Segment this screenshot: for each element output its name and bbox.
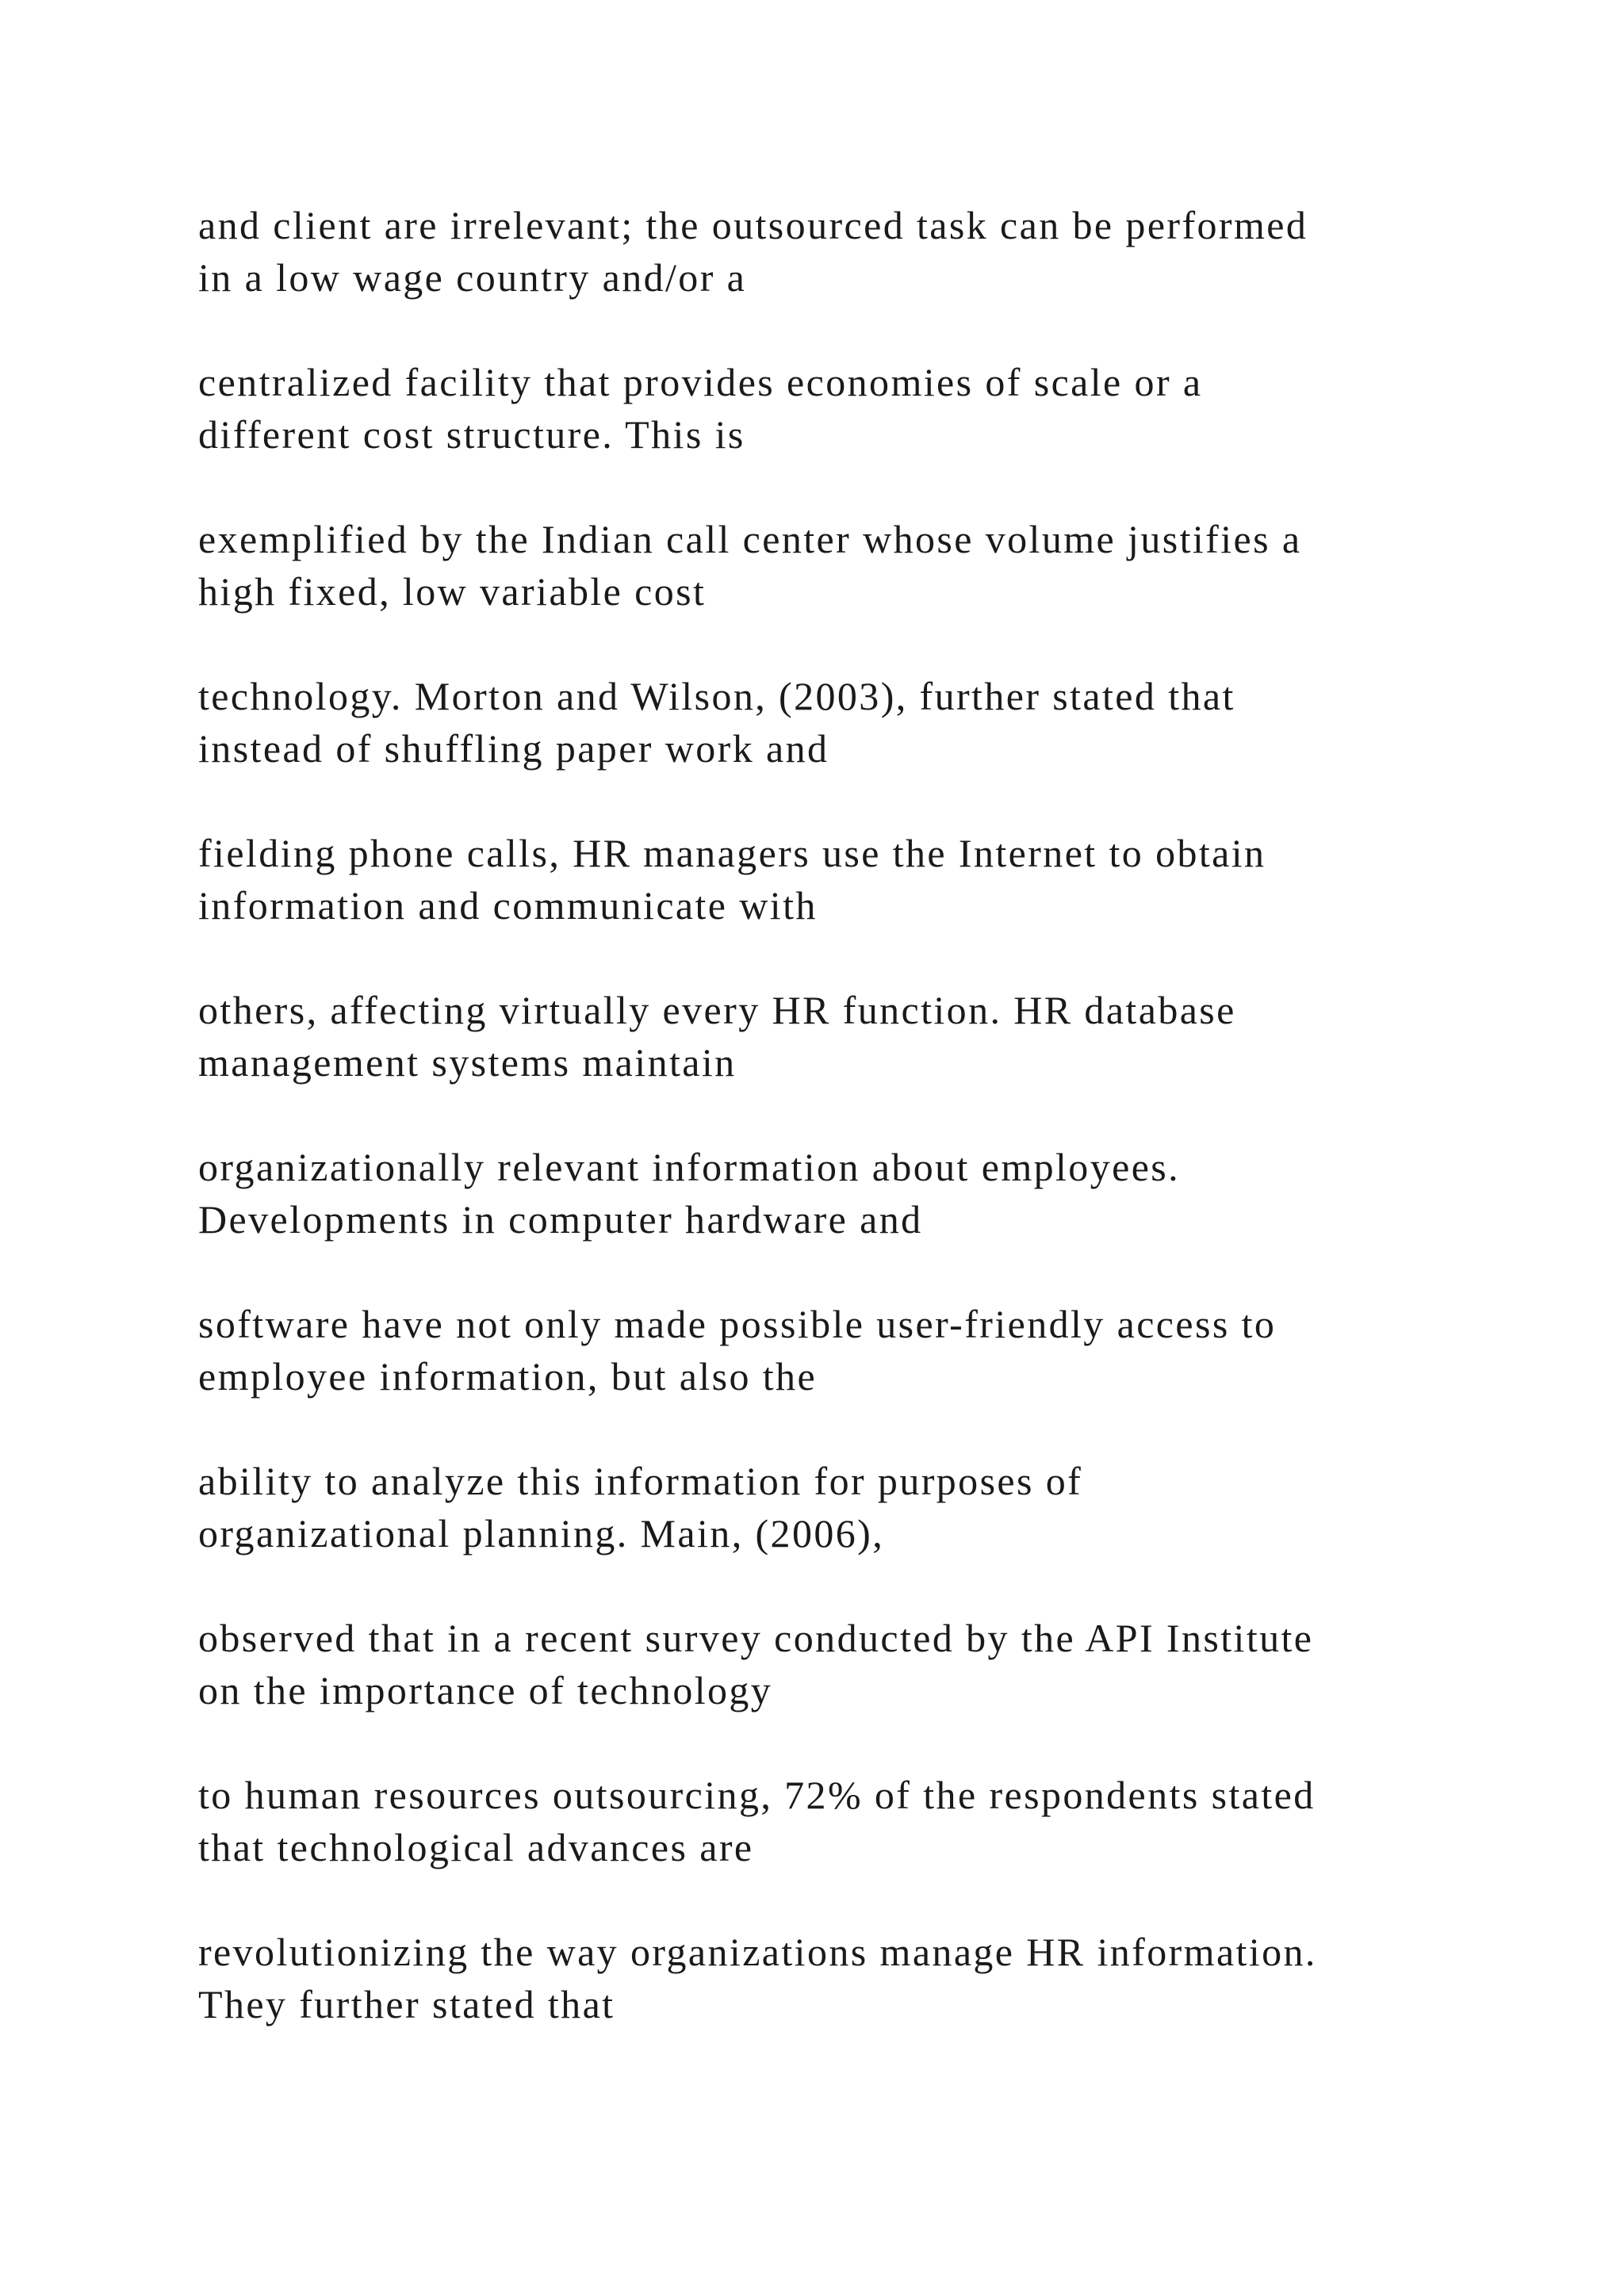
- text-line: fielding phone calls, HR managers use the Internet to obtain: [198, 831, 1266, 875]
- text-line: others, affecting virtually every HR function. HR database: [198, 988, 1236, 1032]
- text-line: organizationally relevant information about employees.: [198, 1145, 1181, 1189]
- text-line: that technological advances are: [198, 1825, 754, 1869]
- paragraph-8: [198, 1298, 1435, 1402]
- text-line: revolutionizing the way organizations manage HR information.: [198, 1930, 1317, 1974]
- text-line: software have not only made possible user-friendly access to: [198, 1302, 1277, 1346]
- text-line: management systems maintain: [198, 1040, 737, 1085]
- paragraph-12: [198, 1926, 1435, 2030]
- paragraph-1: [198, 199, 1435, 304]
- paragraph-7: [198, 1141, 1435, 1246]
- paragraph-11: [198, 1769, 1435, 1873]
- text-line: They further stated that: [198, 1982, 615, 2026]
- text-line: and client are irrelevant; the outsourced task can be performed: [198, 203, 1308, 247]
- paragraph-3: [198, 513, 1435, 618]
- text-line: organizational planning. Main, (2006),: [198, 1511, 885, 1556]
- text-line: instead of shuffling paper work and: [198, 726, 829, 771]
- text-line: different cost structure. This is: [198, 412, 745, 457]
- text-line: on the importance of technology: [198, 1668, 773, 1712]
- text-line: technology. Morton and Wilson, (2003), further stated that: [198, 674, 1235, 718]
- text-line: ability to analyze this information for purposes of: [198, 1459, 1083, 1503]
- text-line: high fixed, low variable cost: [198, 569, 707, 614]
- text-line: in a low wage country and/or a: [198, 255, 747, 300]
- text-line: Developments in computer hardware and: [198, 1197, 923, 1242]
- text-line: employee information, but also the: [198, 1354, 818, 1399]
- paragraph-9: [198, 1455, 1435, 1559]
- paragraph-5: [198, 827, 1435, 932]
- paragraph-10: [198, 1612, 1435, 1716]
- paragraph-6: [198, 984, 1435, 1089]
- paragraph-2: [198, 356, 1435, 461]
- text-line: observed that in a recent survey conducted by the API Institute: [198, 1616, 1314, 1660]
- text-line: centralized facility that provides economies of scale or a: [198, 360, 1203, 404]
- paragraph-4: [198, 670, 1435, 775]
- document-body: [198, 199, 1435, 2083]
- text-line: to human resources outsourcing, 72% of the respondents stated: [198, 1773, 1316, 1817]
- text-line: exemplified by the Indian call center whose volume justifies a: [198, 517, 1302, 561]
- text-line: information and communicate with: [198, 883, 818, 928]
